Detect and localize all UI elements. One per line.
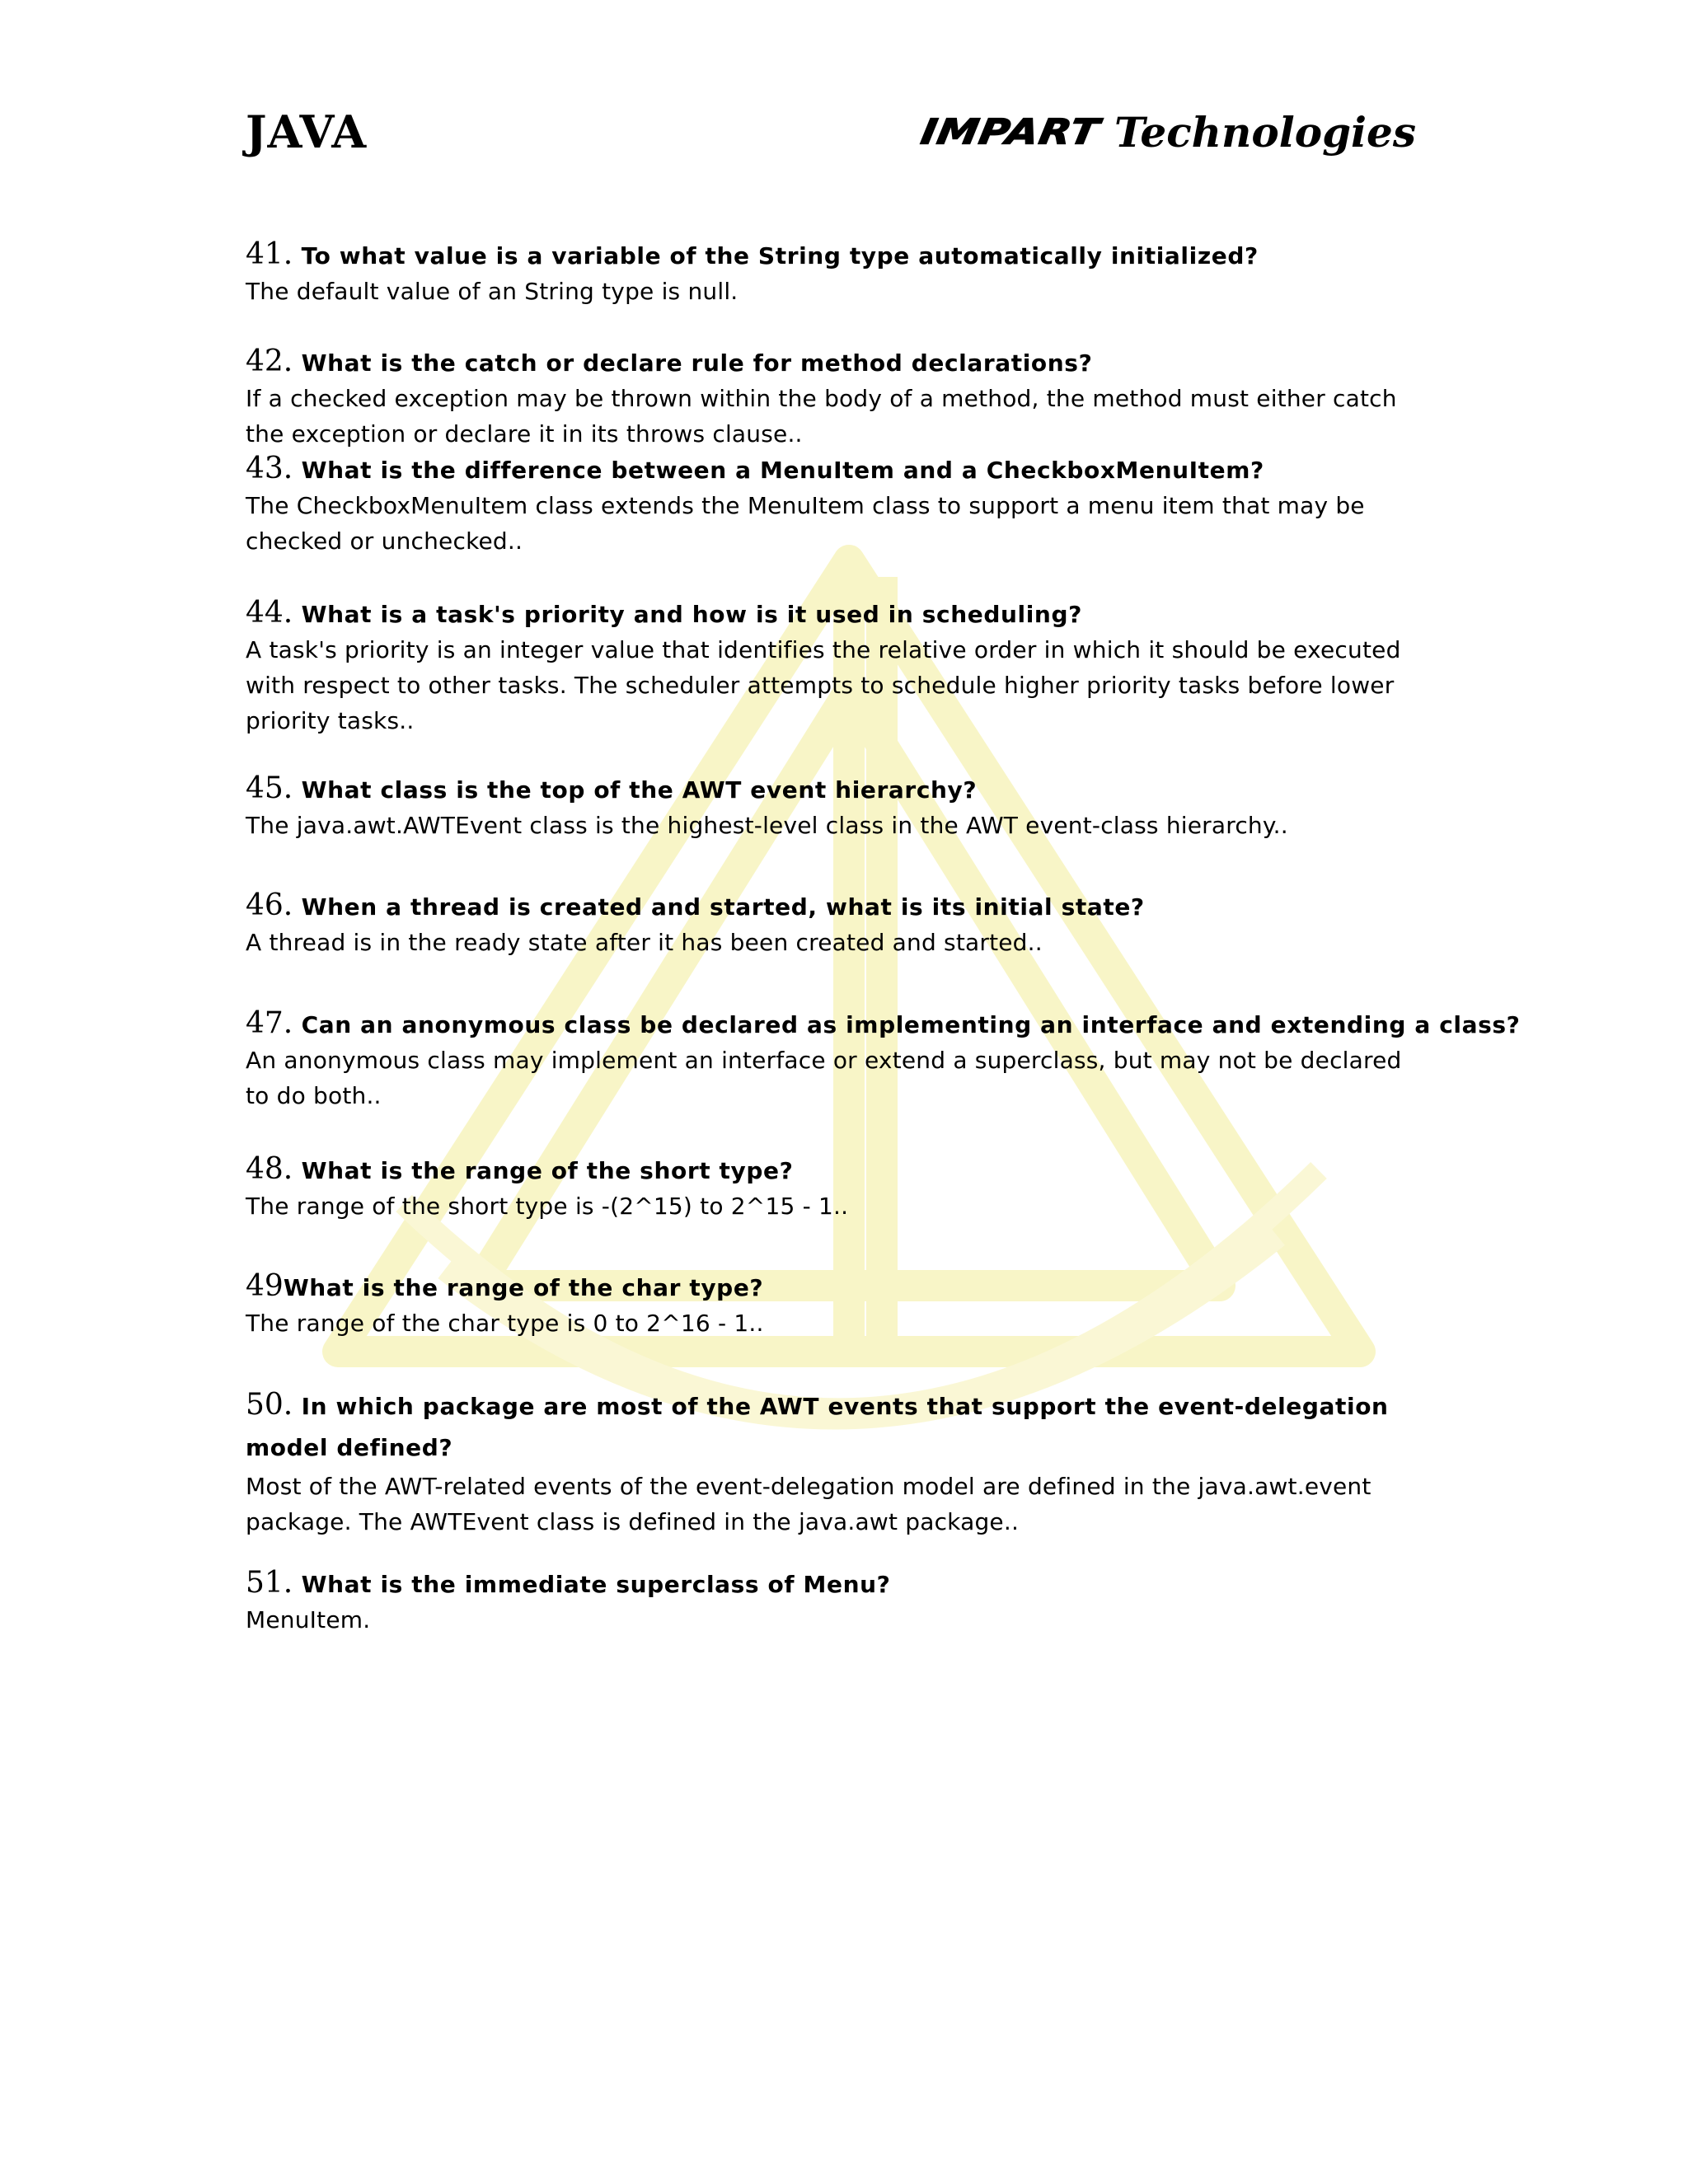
question-text: Can an anonymous class be declared as implementing an interface and extending a class? [301,1011,1521,1038]
question [246,1269,1416,1305]
question [246,344,1416,381]
question-text: When a thread is created and started, what is its initial state? [301,893,1145,921]
question-number: 48. [246,1152,293,1186]
question-number: 47. [246,1006,293,1040]
answer: The range of the short type is -(2^15) to 2^15 - 1.. [246,1193,849,1220]
question-number: 43. [246,452,293,485]
answer: The java.awt.AWTEvent class is the highest-level class in the AWT event-class hierarchy.. [246,812,1288,839]
qa-item-42 [246,344,1416,452]
question [246,888,1416,925]
question [246,771,1416,808]
question [246,237,1416,274]
question-text: To what value is a variable of the String type automatically initialized? [301,242,1259,269]
qa-item-51 [246,1566,1416,1638]
answer: MenuItem. [246,1606,371,1633]
question-number: 45. [246,771,293,805]
question-text: What is the catch or declare rule for method declarations? [301,349,1093,377]
logo-technologies-text: Technologies [1114,107,1416,157]
question-text: What is the range of the char type? [283,1274,764,1301]
answer: An anonymous class may implement an interface or extend a superclass, but may not be declared to do both.. [246,1047,1402,1109]
qa-item-48 [246,1152,1416,1224]
answer: Most of the AWT-related events of the event-delegation model are defined in the java.awt.event package. The AWTEvent class is defined in the java.awt package.. [246,1473,1372,1535]
question-text: What class is the top of the AWT event hierarchy? [301,776,978,804]
subject-title: JAVA [246,105,368,158]
qa-item-47 [246,1006,1521,1113]
answer: The CheckboxMenuItem class extends the MenuItem class to support a menu item that may be checked or unchecked.. [246,492,1365,555]
qa-item-44 [246,596,1416,738]
question [246,1566,1416,1602]
question-text: What is the difference between a MenuItem and a CheckboxMenuItem? [301,457,1264,484]
question-text: In which package are most of the AWT events that support the event-delegation model defined? [246,1393,1389,1461]
question [246,1385,1416,1469]
qa-item-45 [246,771,1416,843]
question [246,596,1416,632]
qa-item-41 [246,237,1416,309]
question [246,452,1416,488]
question-text: What is the range of the short type? [301,1157,794,1184]
question-number: 41. [246,237,293,271]
answer: A thread is in the ready state after it has been created and started.. [246,929,1043,956]
question-number: 42. [246,344,293,378]
question-number: 50. [246,1388,293,1422]
impart-logo-mark: IMPART [918,111,1104,152]
page-header [246,99,1416,165]
question-number: 51. [246,1566,293,1600]
question [246,1006,1521,1043]
question-number: 49 [246,1269,284,1303]
answer: If a checked exception may be thrown within the body of a method, the method must either catch the exception or declare it in its throws clause.. [246,385,1397,448]
answer: The range of the char type is 0 to 2^16 - 1.. [246,1310,764,1337]
question-text: What is the immediate superclass of Menu? [301,1571,891,1598]
question-text: What is a task's priority and how is it used in scheduling? [301,601,1082,628]
company-logo [918,99,1416,165]
question-number: 46. [246,888,293,922]
qa-item-49 [246,1269,1416,1341]
answer: The default value of an String type is null. [246,278,738,305]
qa-item-46 [246,888,1416,960]
answer: A task's priority is an integer value that identifies the relative order in which it should be executed with respect to other tasks. The scheduler attempts to schedule higher priority tasks before lower priority tasks.. [246,636,1401,734]
question-number: 44. [246,596,293,630]
question [246,1152,1416,1188]
qa-item-43 [246,452,1416,559]
qa-item-50 [246,1385,1416,1540]
